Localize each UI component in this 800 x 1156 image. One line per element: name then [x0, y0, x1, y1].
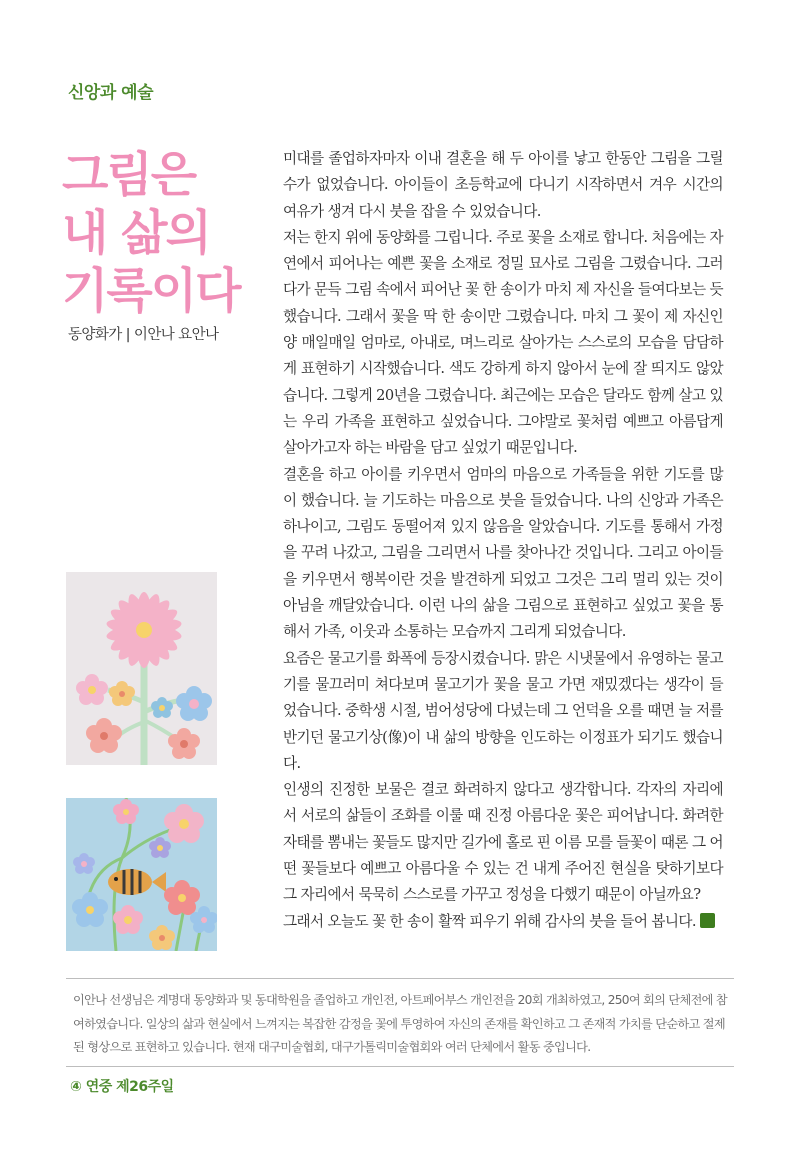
fish-flower-painting-artwork [66, 798, 217, 951]
flower-painting-artwork [66, 572, 217, 765]
section-label: 신앙과 예술 [68, 83, 154, 103]
fish-flower-painting [66, 798, 217, 951]
title-line-2: 내 삶의 [62, 205, 210, 261]
title-line-3: 기록이다 [62, 263, 240, 319]
end-mark-icon [700, 913, 715, 928]
article-title [62, 146, 239, 320]
article-body [283, 146, 723, 935]
author-byline: 동양화가 | 이안나 요안나 [68, 327, 219, 343]
flower-painting [66, 572, 217, 765]
body-paragraph-last [283, 909, 723, 935]
title-line-1: 그림은 [62, 147, 196, 203]
body-paragraph: 저는 한지 위에 동양화를 그립니다. 주로 꽃을 소재로 합니다. 처음에는 자연에서 피어나는 예쁜 꽃을 소재로 정밀 묘사로 그림을 그렸습니다. 그러다가 문득 그림 속에서 피어난 꽃 한 송이가 마치 제 자신을 들여다보는 듯했습니다. 그래서 꽃을 딱 한 송이만 그렸습니다. 마치 그 꽃이 제 자신인 양 매일매일 엄마로, 아내로, 며느리로 살아가는 스스로의 모습을 담담하게 표현하기 시작했습니다. 색도 강하게 하지 않아서 눈에 잘 띄지도 않았습니다. 그렇게 20년을 그렸습니다. 최근에는 모습은 달라도 함께 살고 있는 우리 가족을 표현하고 싶었습니다. 그야말로 꽃처럼 예쁘고 아름답게 살아가고자 하는 바람을 담고 싶었기 때문입니다. [283, 228, 723, 457]
bio-divider-bottom [66, 1066, 734, 1067]
page-footer: ④ 연중 제26주일 [70, 1079, 174, 1095]
body-paragraph: 미대를 졸업하자마자 이내 결혼을 해 두 아이를 낳고 한동안 그림을 그릴 수가 없었습니다. 아이들이 초등학교에 다니기 시작하면서 겨우 시간의 여유가 생겨 다시 붓을 잡을 수 있었습니다. [283, 150, 723, 220]
closing-sentence: 그래서 오늘도 꽃 한 송이 활짝 피우기 위해 감사의 붓을 들어 봅니다. [283, 912, 696, 930]
artist-bio: 이안나 선생님은 계명대 동양화과 및 동대학원을 졸업하고 개인전, 아트페어부스 개인전을 20회 개최하였고, 250여 회의 단체전에 참여하였습니다. 일상의 삶과 현실에서 느껴지는 복잡한 감정을 꽃에 투영하여 자신의 존재를 확인하고 그 존재적 가치를 단순하고 절제된 형상으로 표현하고 있습니다. 현재 대구미술협회, 대구가톨릭미술협회와 여러 단체에서 활동 중입니다. [73, 993, 727, 1054]
body-paragraph: 결혼을 하고 아이를 키우면서 엄마의 마음으로 가족들을 위한 기도를 많이 했습니다. 늘 기도하는 마음으로 붓을 들었습니다. 나의 신앙과 가족은 하나이고, 그림도 동떨어져 있지 않음을 알았습니다. 기도를 통해서 가정을 꾸려 나갔고, 그림을 그리면서 나를 찾아나간 것입니다. 그리고 아이들을 키우면서 행복이란 것을 발견하게 되었고 그것은 그리 멀리 있는 것이 아님을 깨달았습니다. 이런 나의 삶을 그림으로 표현하고 싶었고 꽃을 통해서 가족, 이웃과 소통하는 모습까지 그리게 되었습니다. [283, 465, 723, 641]
body-paragraph: 요즘은 물고기를 화폭에 등장시켰습니다. 맑은 시냇물에서 유영하는 물고기를 물끄러미 쳐다보며 물고기가 꽃을 물고 가면 재밌겠다는 생각이 들었습니다. 중학생 시절, 범어성당에 다녔는데 그 언덕을 오를 때면 늘 저를 반기던 물고기상(像)이 내 삶의 방향을 인도하는 이정표가 되기도 했습니다. [283, 649, 723, 772]
bio-divider-top [66, 978, 734, 979]
body-paragraph: 인생의 진정한 보물은 결코 화려하지 않다고 생각합니다. 각자의 자리에서 서로의 삶들이 조화를 이룰 때 진정 아름다운 꽃은 피어납니다. 화려한 자태를 뽐내는 꽃들도 많지만 길가에 홀로 핀 이름 모를 들꽃이 때론 그 어떤 꽃들보다 예쁘고 아름다울 수 있는 건 내게 주어진 현실을 탓하기보다 그 자리에서 묵묵히 스스로를 가꾸고 정성을 다했기 때문이 아닐까요? [283, 781, 723, 904]
